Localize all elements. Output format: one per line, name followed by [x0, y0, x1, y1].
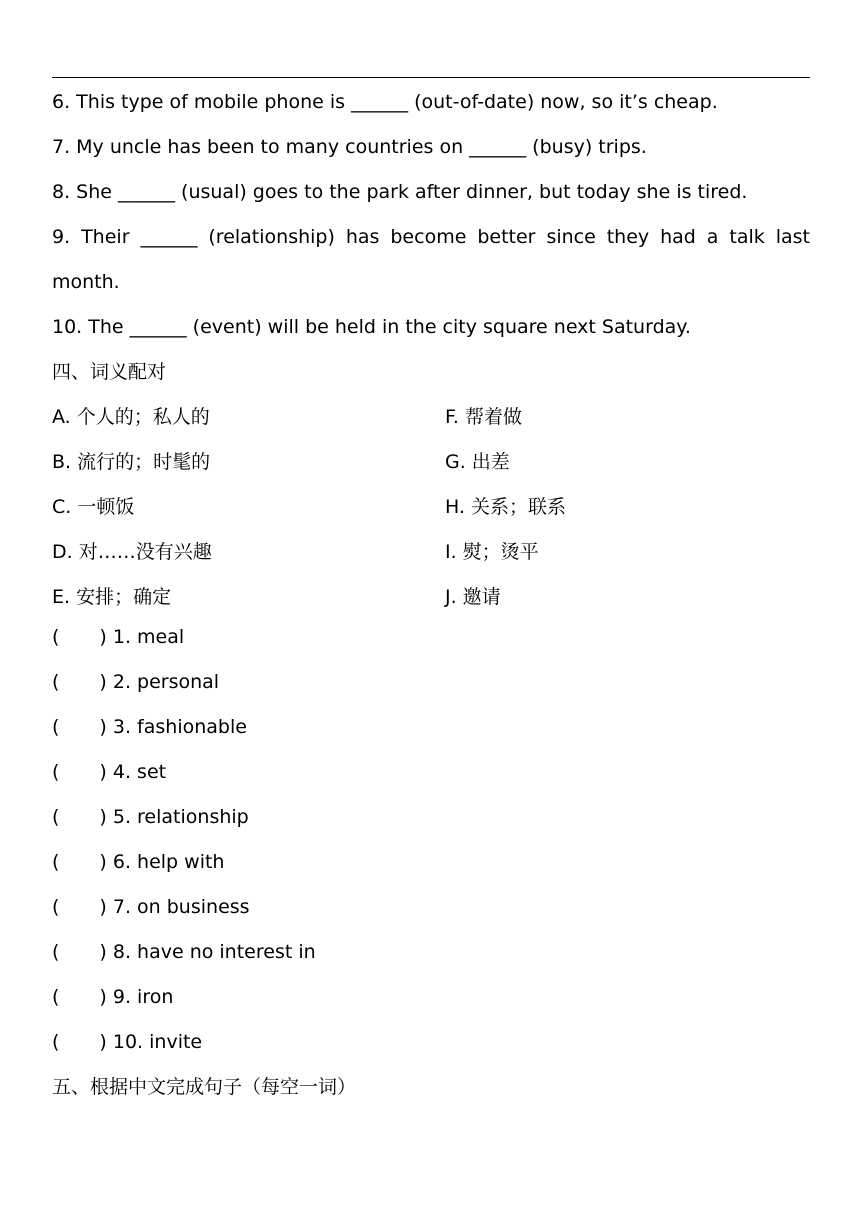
- item9-word: a: [706, 226, 719, 248]
- header-rule: [52, 77, 810, 78]
- matching-item-text: ) 7. on business: [99, 896, 250, 918]
- option-d: D. 对……没有兴趣: [52, 541, 212, 563]
- matching-item-text: ) 4. set: [99, 761, 167, 783]
- matching-item: [52, 850, 224, 874]
- paren-open: (: [52, 851, 60, 873]
- fill-in-item-10: 10. The ______ (event) will be held in the city square next Saturday.: [52, 316, 691, 338]
- item9-word: become: [390, 226, 467, 248]
- paren-open: (: [52, 761, 60, 783]
- item9-word: since: [546, 226, 596, 248]
- item9-word: (relationship): [208, 226, 335, 248]
- option-c: C. 一顿饭: [52, 496, 135, 518]
- matching-item: [52, 760, 166, 784]
- matching-item: [52, 670, 219, 694]
- option-a: A. 个人的；私人的: [52, 406, 210, 428]
- item9-word: better: [477, 226, 536, 248]
- option-j: J. 邀请: [445, 586, 501, 608]
- item9-word: talk: [729, 226, 765, 248]
- item9-word: they: [606, 226, 650, 248]
- paren-open: (: [52, 716, 60, 738]
- item9-word: has: [345, 226, 380, 248]
- fill-in-item-9: [52, 225, 810, 249]
- fill-in-item-7: 7. My uncle has been to many countries on ______ (busy) trips.: [52, 136, 647, 158]
- paren-open: (: [52, 986, 60, 1008]
- item9-word: 9.: [52, 226, 71, 248]
- matching-item-text: ) 9. iron: [99, 986, 174, 1008]
- paren-open: (: [52, 671, 60, 693]
- matching-item-text: ) 5. relationship: [99, 806, 249, 828]
- matching-item: [52, 625, 184, 649]
- matching-item-text: ) 8. have no interest in: [99, 941, 316, 963]
- matching-item-text: ) 6. help with: [99, 851, 225, 873]
- option-h: H. 关系；联系: [445, 496, 567, 518]
- paren-open: (: [52, 806, 60, 828]
- section-5-heading: 五、根据中文完成句子（每空一词）: [52, 1076, 357, 1098]
- option-b: B. 流行的；时髦的: [52, 451, 211, 473]
- matching-item: [52, 895, 250, 919]
- matching-item-text: ) 1. meal: [99, 626, 185, 648]
- matching-item: [52, 715, 247, 739]
- paren-open: (: [52, 941, 60, 963]
- matching-item-text: ) 2. personal: [99, 671, 220, 693]
- fill-in-item-9-continued: month.: [52, 271, 120, 293]
- item9-word: ______: [140, 226, 198, 248]
- paren-open: (: [52, 896, 60, 918]
- fill-in-item-6: 6. This type of mobile phone is ______ (out-of-date) now, so it’s cheap.: [52, 91, 718, 113]
- matching-item: [52, 940, 316, 964]
- fill-in-item-8: 8. She ______ (usual) goes to the park after dinner, but today she is tired.: [52, 181, 748, 203]
- matching-item: [52, 805, 249, 829]
- matching-item-text: ) 10. invite: [99, 1031, 203, 1053]
- matching-item-text: ) 3. fashionable: [99, 716, 247, 738]
- item9-word: Their: [81, 226, 130, 248]
- option-f: F. 帮着做: [445, 406, 522, 428]
- paren-open: (: [52, 626, 60, 648]
- item9-word: last: [775, 226, 810, 248]
- option-g: G. 出差: [445, 451, 510, 473]
- option-e: E. 安排；确定: [52, 586, 172, 608]
- item9-word: had: [660, 226, 696, 248]
- option-i: I. 熨；烫平: [445, 541, 539, 563]
- matching-item: [52, 985, 173, 1009]
- paren-open: (: [52, 1031, 60, 1053]
- section-4-heading: 四、词义配对: [52, 361, 167, 383]
- matching-item: [52, 1030, 202, 1054]
